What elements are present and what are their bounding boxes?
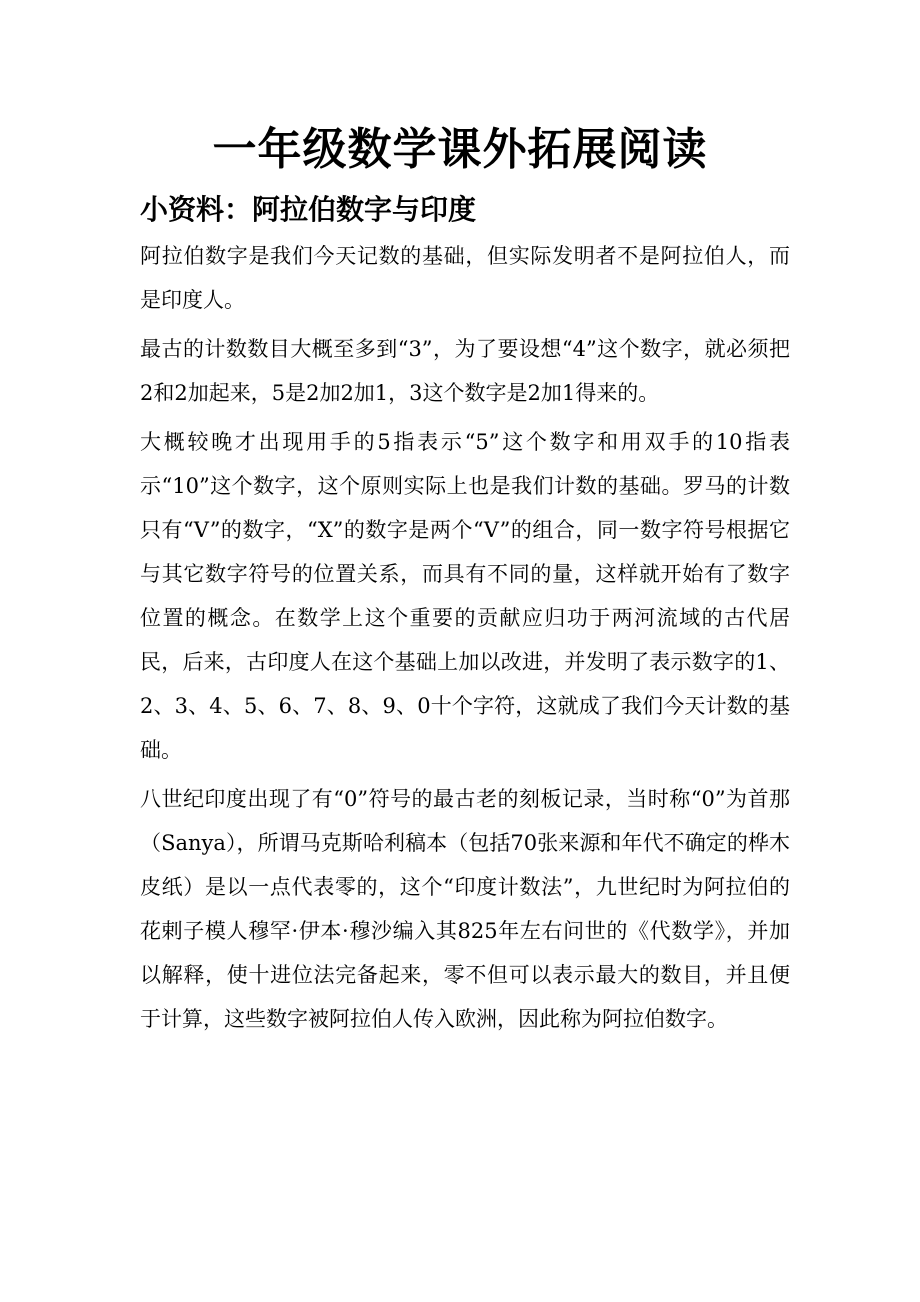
- section-subtitle: 小资料：阿拉伯数字与印度: [140, 193, 477, 226]
- paragraph-3: 大概较晚才出现用手的5指表示“5”这个数字和用双手的10指表示“10”这个数字，这个原则实际上也是我们计数的基础。罗马的计数只有“V”的数字，“X”的数字是两个“V”的组合，同一数字符号根据它与其它数字符号的位置关系，而具有不同的量，这样就开始有了数字位置的概念。在数学上这个重要的贡献应归功于两河流域的古代居民，后来，古印度人在这个基础上加以改进，并发明了表示数字的1、2、3、4、5、6、7、8、9、0十个字符，这就成了我们今天计数的基础。: [140, 430, 790, 762]
- paragraph-1: 阿拉伯数字是我们今天记数的基础，但实际发明者不是阿拉伯人，而是印度人。: [140, 244, 790, 312]
- paragraph-2: 最古的计数数目大概至多到“3”，为了要设想“4”这个数字，就必须把2和2加起来，5是2加2加1，3这个数字是2加1得来的。: [140, 337, 790, 405]
- page-title: 一年级数学课外拓展阅读: [212, 124, 708, 175]
- article-body: [140, 234, 790, 1046]
- paragraph-4: 八世纪印度出现了有“0”符号的最古老的刻板记录，当时称“0”为首那（Sanya），所谓马克斯哈利稿本（包括70张来源和年代不确定的桦木皮纸）是以一点代表零的，这个“印度计数法”，九世纪时为阿拉伯的花剌子模人穆罕·伊本·穆沙编入其825年左右问世的《代数学》，并加以解释，使十进位法完备起来，零不但可以表示最大的数目，并且便于计算，这些数字被阿拉伯人传入欧洲，因此称为阿拉伯数字。: [140, 787, 790, 1031]
